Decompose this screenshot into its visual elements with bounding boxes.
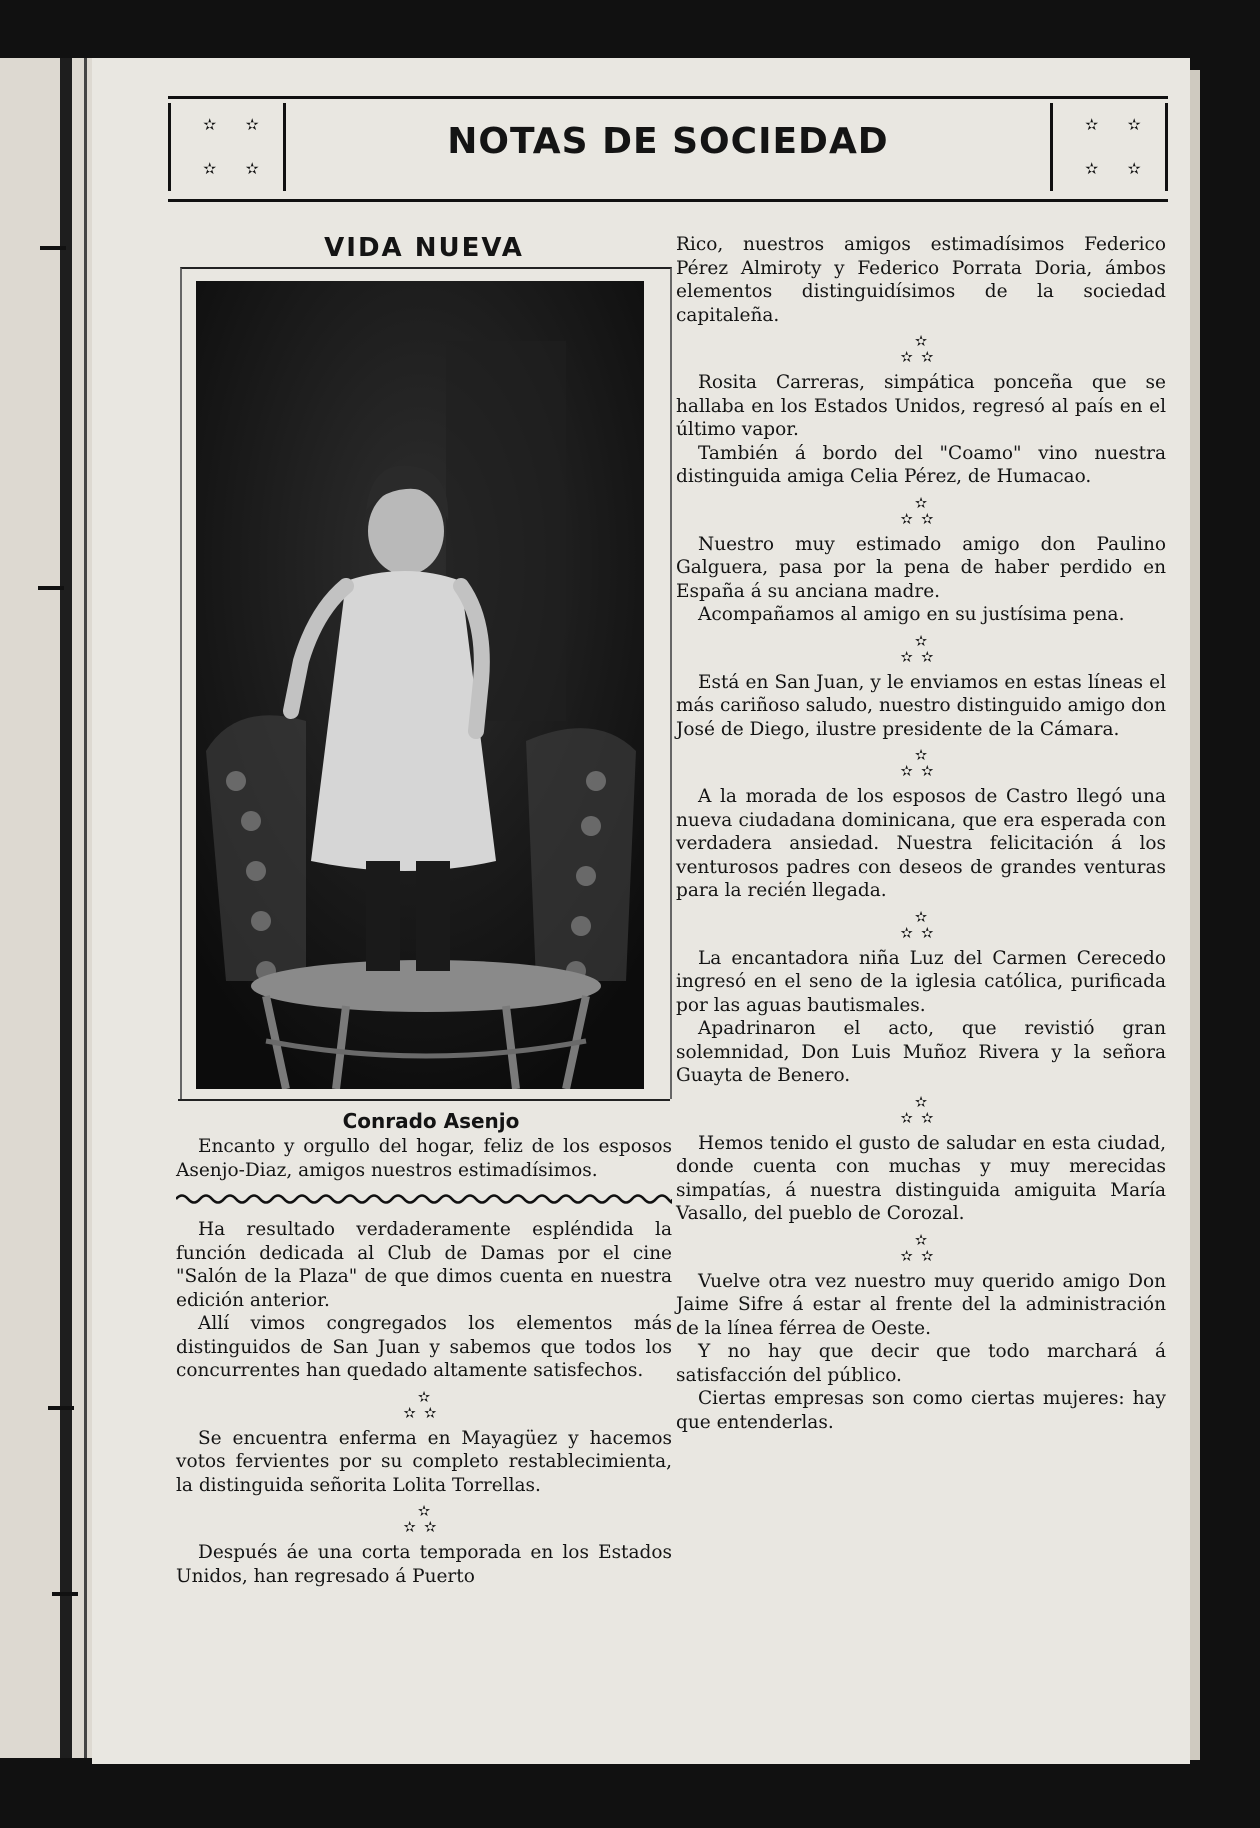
article-paragraph: Rosita Carreras, simpática ponceña que se hallaba en los Estados Unidos, regresó al país en el último vapor.: [676, 372, 1166, 440]
star-ornament: ✫: [914, 1092, 928, 1111]
article-paragraph: Está en San Juan, y le enviamos en estas líneas el más cariñoso saludo, nuestro distinguido amigo don José de Diego, ilustre presidente de la Cámara.: [676, 671, 1166, 740]
star-ornament: ✫: [417, 1502, 431, 1520]
binding-mark: [38, 586, 64, 590]
article-paragraph: La encantadora niña Luz del Carmen Cerecedo ingresó en el seno de la iglesia católica, purificada por las aguas bautismales.: [676, 947, 1166, 1016]
star-ornament: ✫✫: [900, 1246, 942, 1265]
binding-mark: [40, 246, 66, 250]
book-gutter-line: [84, 58, 87, 1758]
left-column: [176, 233, 756, 1588]
section-header: [168, 96, 1168, 202]
star-ornament: ✫✫: [900, 923, 942, 942]
star-ornament: ✫: [914, 332, 928, 350]
header-ornament-right: [1050, 103, 1168, 191]
book-spine: [60, 58, 72, 1758]
photo-rule: [178, 1099, 670, 1101]
photo-caption-title: Conrado Asenjo: [342, 1109, 520, 1133]
star-ornament: ✫✫: [900, 762, 942, 780]
asterism-divider: [676, 1094, 1166, 1126]
star-ornament: ✫ ✫: [203, 115, 271, 134]
article-paragraph: También á bordo del "Coamo" vino nuestra distinguida amiga Celia Pérez, de Humacao.: [676, 442, 1166, 487]
star-ornament: ✫: [914, 907, 928, 926]
star-ornament: ✫ ✫: [1085, 159, 1153, 178]
asterism-divider: [676, 909, 1166, 941]
article-paragraph: Rico, nuestros amigos estimadísimos Federico Pérez Almiroty y Federico Porrata Doria, ámbos elementos distinguidísimos de la sociedad capitaleña.: [676, 234, 1166, 326]
star-ornament: ✫ ✫: [1085, 115, 1153, 134]
star-ornament: ✫✫: [900, 509, 942, 528]
binding-mark: [52, 1592, 78, 1596]
article-paragraph: Acompañamos al amigo en su justísima pena.: [698, 604, 1125, 625]
star-ornament: ✫: [914, 1230, 928, 1249]
right-column: [676, 233, 1166, 1434]
article-paragraph: A la morada de los esposos de Castro llegó una nueva ciudadana dominicana, que era esperada con verdadera ansiedad. Nuestra felicitación á los venturosos padres con deseos de grandes venturas para la recién llegada.: [676, 786, 1166, 901]
article-paragraph: Se encuentra enferma en Mayagüez y hacemos votos fervientes por su completo restablecimienta, la distinguida señorita Lolita Torrellas.: [176, 1427, 672, 1496]
article-paragraph: Ha resultado verdaderamente espléndida la función dedicada al Club de Damas por el cine "Salón de la Plaza" de que dimos cuenta en nuestra edición anterior.: [176, 1219, 672, 1311]
photo-frame: [180, 267, 672, 1099]
article-paragraph: Ciertas empresas son como ciertas mujeres: hay que entenderlas.: [676, 1388, 1166, 1433]
asterism-divider: [676, 495, 1166, 527]
magazine-page: [92, 58, 1190, 1764]
star-ornament: ✫: [914, 631, 928, 650]
page-edge: [1190, 70, 1200, 1760]
asterism-divider: [176, 1389, 672, 1421]
star-ornament: ✫✫: [900, 1108, 942, 1127]
wavy-divider: [176, 1192, 672, 1206]
asterism-divider: [676, 333, 1166, 365]
star-ornament: ✫✫: [900, 647, 942, 666]
star-ornament: ✫: [417, 1387, 431, 1406]
article-paragraph: Después áe una corta temporada en los Estados Unidos, han regresado á Puerto: [176, 1542, 672, 1587]
asterism-divider: [676, 1232, 1166, 1264]
article-paragraph: Nuestro muy estimado amigo don Paulino Galguera, pasa por la pena de haber perdido en España á su anciana madre.: [676, 533, 1166, 602]
star-ornament: ✫: [914, 746, 928, 764]
photo-caption-text: Encanto y orgullo del hogar, feliz de los esposos Asenjo-Diaz, amigos nuestros estimadísimos.: [176, 1136, 672, 1181]
section-title: VIDA NUEVA: [324, 233, 524, 263]
asterism-divider: [176, 1503, 672, 1535]
asterism-divider: [676, 633, 1166, 665]
portrait-photo: [196, 281, 644, 1089]
star-ornament: ✫: [914, 493, 928, 512]
facing-page-edge: [0, 58, 92, 1758]
article-paragraph: Hemos tenido el gusto de saludar en esta ciudad, donde cuenta con muchas y muy merecidas simpatías, á nuestra distinguida amiguita María Vasallo, del pueblo de Corozal.: [676, 1132, 1166, 1224]
star-ornament: ✫ ✫: [203, 159, 271, 178]
asterism-divider: [676, 747, 1166, 779]
article-paragraph: Y no hay que decir que todo marchará á satisfacción del público.: [676, 1341, 1166, 1386]
article-paragraph: Allí vimos congregados los elementos más distinguidos de San Juan y sabemos que todos los concurrentes han quedado altamente satisfechos.: [176, 1313, 672, 1381]
article-paragraph: Vuelve otra vez nuestro muy querido amigo Don Jaime Sifre á estar al frente del la administración de la línea férrea de Oeste.: [676, 1270, 1166, 1339]
page-title: NOTAS DE SOCIEDAD: [447, 121, 889, 162]
star-ornament: ✫✫: [403, 1403, 445, 1422]
article-paragraph: Apadrinaron el acto, que revistió gran solemnidad, Don Luis Muñoz Rivera y la señora Guayta de Benero.: [676, 1018, 1166, 1086]
binding-mark: [48, 1406, 74, 1410]
star-ornament: ✫✫: [403, 1518, 445, 1536]
star-ornament: ✫✫: [900, 348, 942, 366]
header-ornament-left: [168, 103, 286, 191]
